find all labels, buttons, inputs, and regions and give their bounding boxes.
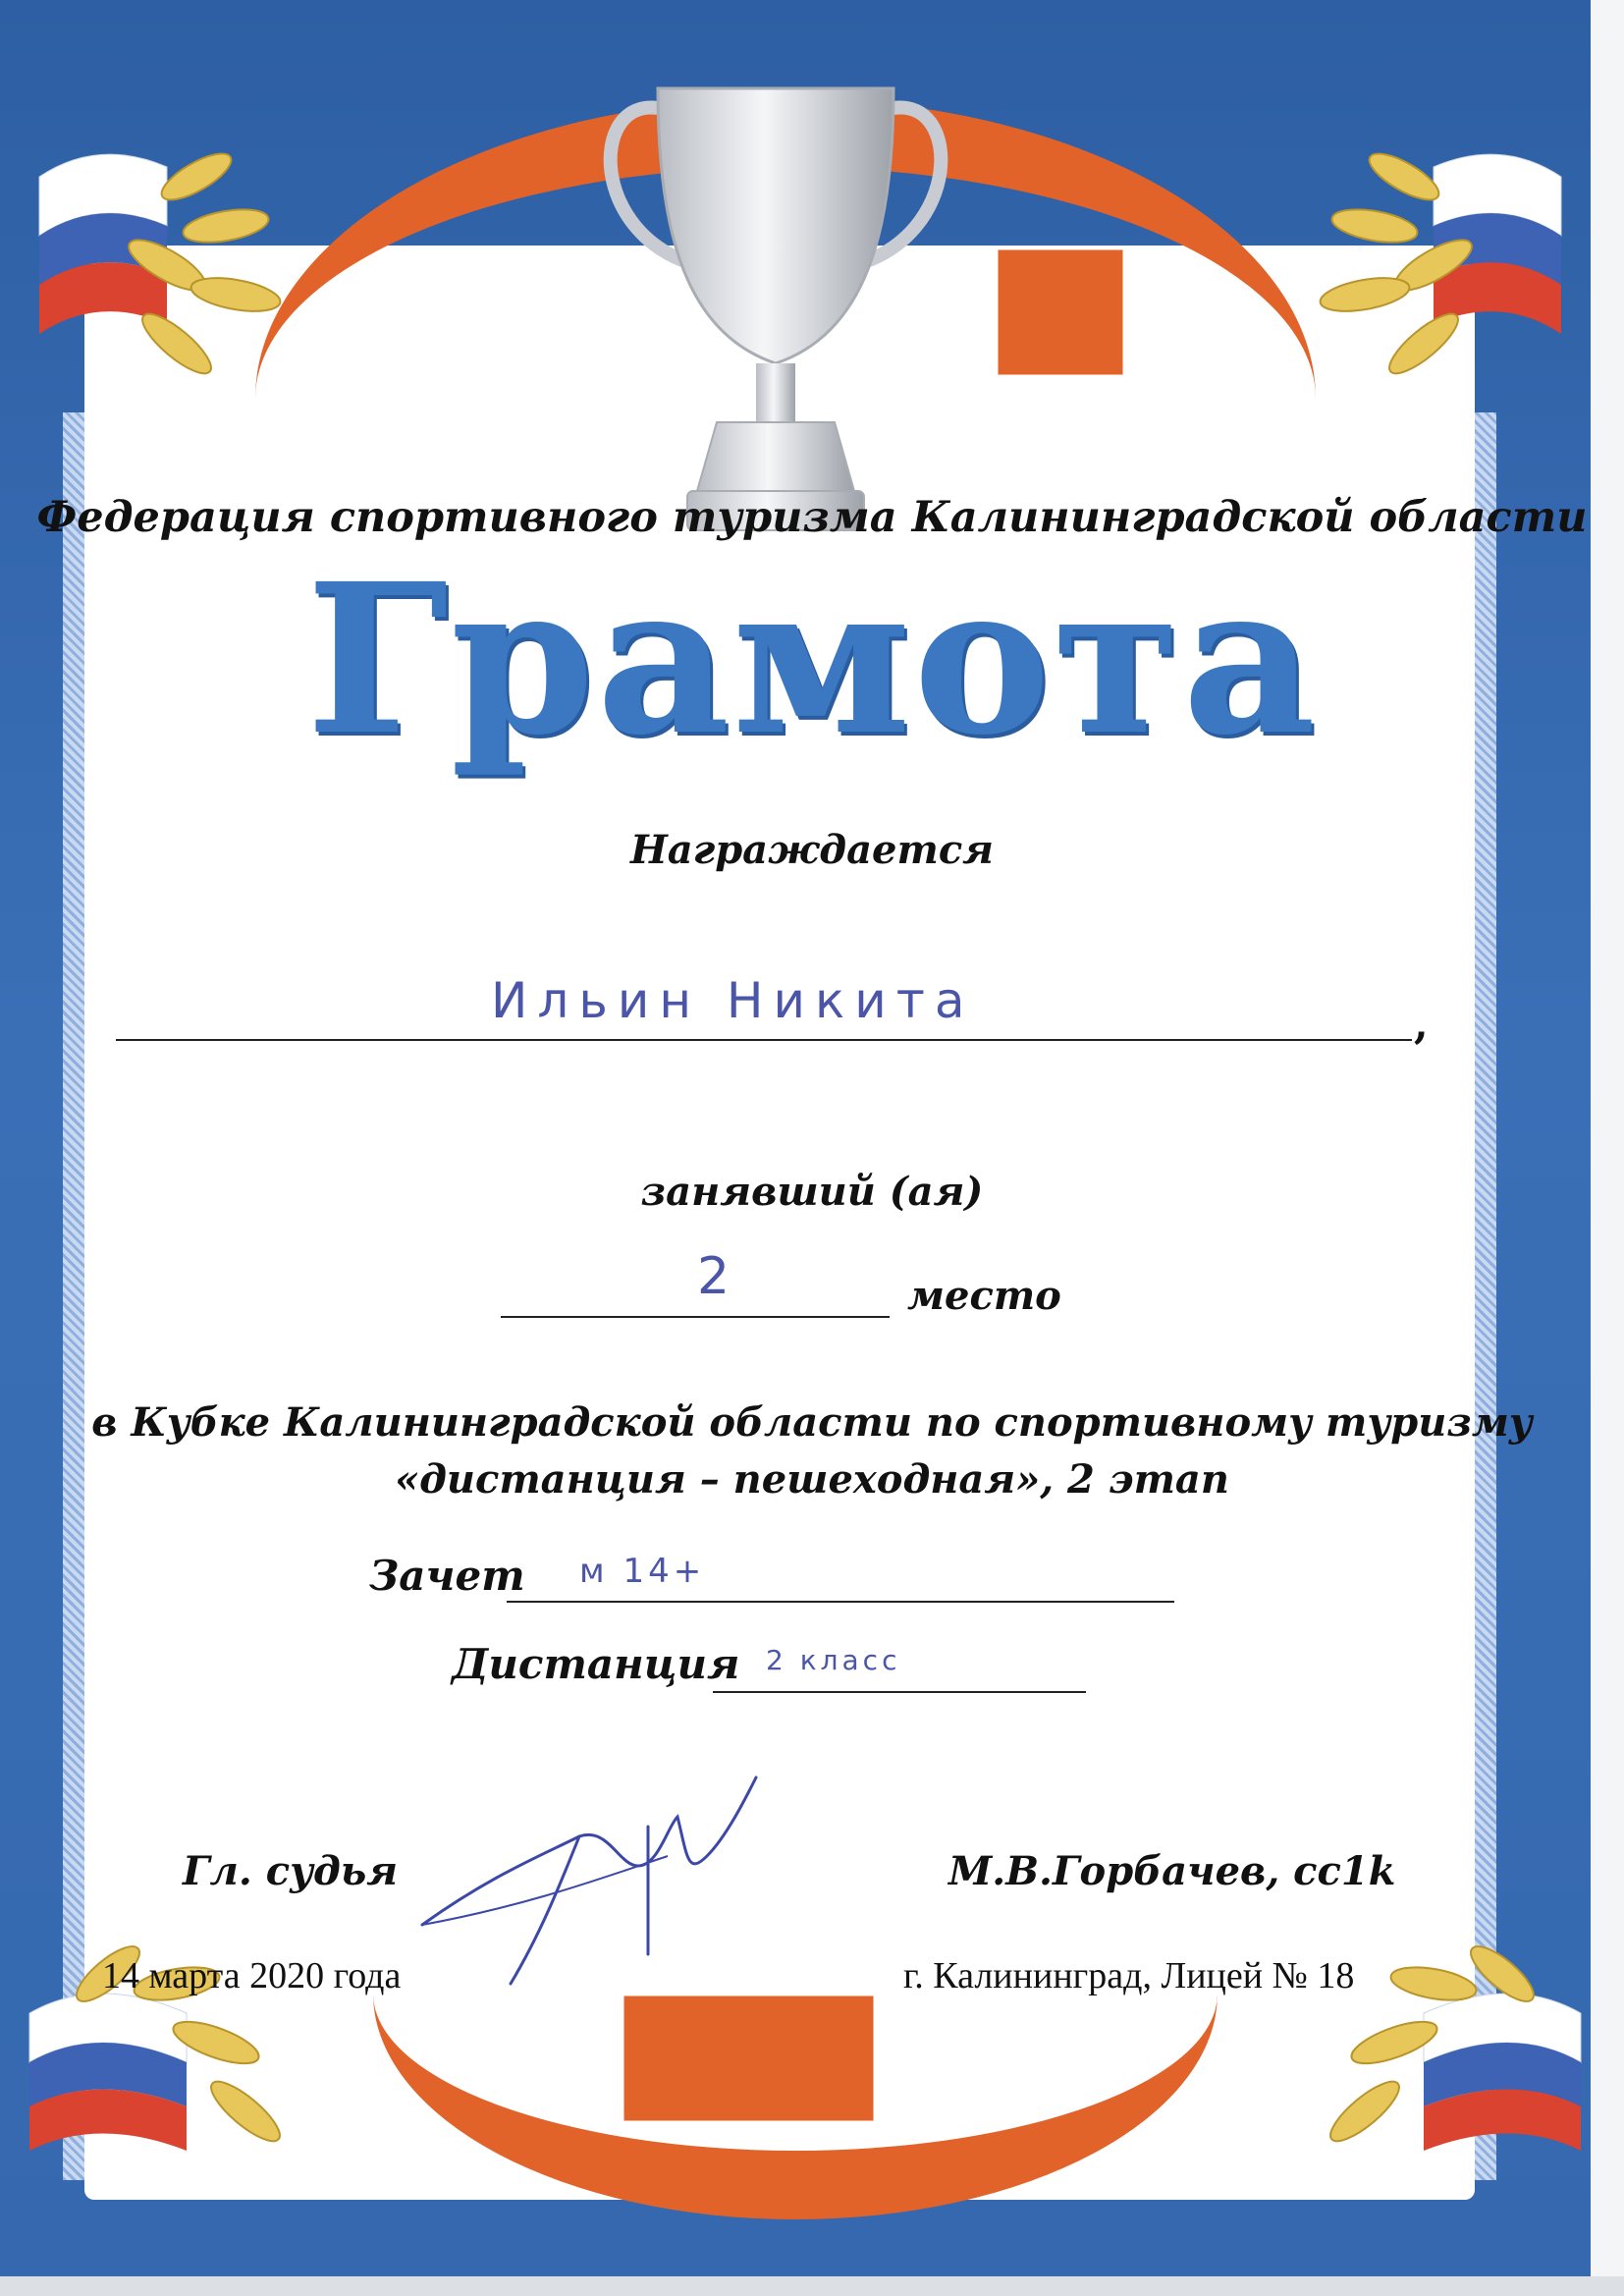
category-value: м 14+ <box>579 1552 706 1591</box>
certificate-location: г. Калининград, Лицей № 18 <box>903 1955 1355 1996</box>
place-value: 2 <box>697 1247 734 1306</box>
judge-name: М.В.Горбачев, сс1k <box>948 1848 1396 1894</box>
scan-bottom-edge <box>0 2276 1624 2296</box>
top-left-laurel-icon <box>20 118 344 412</box>
distance-line <box>713 1691 1086 1693</box>
federation-name: Федерация спортивного туризма Калининградской области <box>36 493 1588 542</box>
signature-mark <box>412 1758 766 1994</box>
recipient-line <box>116 1039 1412 1041</box>
bottom-left-laurel-icon <box>20 1895 344 2190</box>
awarded-label: Награждается <box>629 827 995 873</box>
occupied-label: занявший (ая) <box>640 1169 984 1215</box>
place-line <box>501 1316 890 1318</box>
category-line <box>507 1601 1174 1603</box>
page-edge <box>1591 0 1624 2296</box>
place-label: место <box>907 1273 1061 1319</box>
certificate-date: 14 марта 2020 года <box>102 1955 402 1996</box>
distance-value: 2 класс <box>766 1644 901 1676</box>
competition-line-2: «дистанция – пешеходная», 2 этап <box>395 1456 1229 1503</box>
competition-line-1: в Кубке Калининградской области по спортивному туризму <box>91 1399 1533 1446</box>
distance-label: Дистанция <box>452 1640 740 1688</box>
recipient-name: Ильин Никита <box>491 972 975 1029</box>
recipient-comma: , <box>1414 1000 1429 1048</box>
certificate-title: Грамота <box>305 538 1319 781</box>
judge-label: Гл. судья <box>183 1848 399 1894</box>
bottom-right-laurel-icon <box>1267 1895 1591 2190</box>
category-label: Зачет <box>369 1552 525 1600</box>
trophy-cup-icon <box>589 39 962 570</box>
top-right-laurel-icon <box>1257 118 1581 412</box>
